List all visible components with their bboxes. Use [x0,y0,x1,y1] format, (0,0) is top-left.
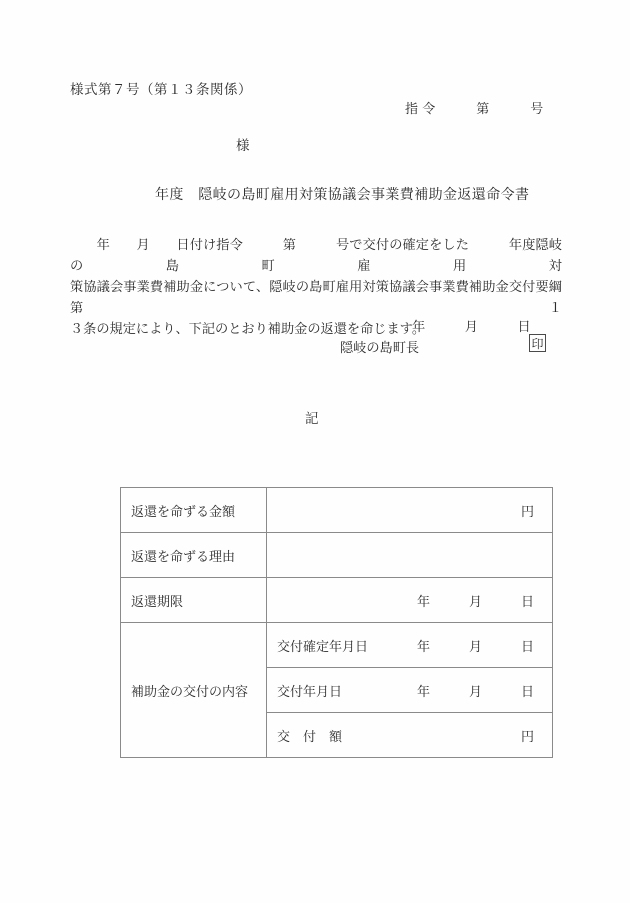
table-row [121,623,553,668]
table-row [121,578,553,623]
subrow-label-grant-decision-date: 交付確定年月日 [277,638,369,654]
row-label-refund-reason: 返還を命ずる理由 [121,533,267,578]
subrow-label-grant-amount: 交 付 額 [277,728,343,744]
row-value-grant-decision-date [267,623,553,668]
cell-unit-yen: 円 [520,728,534,744]
details-table-wrapper [120,487,534,758]
row-value-grant-amount [267,713,553,758]
order-number-line: 指 令 第 号 [405,101,544,116]
ki-marker: 記 [305,411,319,426]
row-label-refund-amount: 返還を命ずる金額 [121,488,267,533]
row-label-subsidy-contents: 補助金の交付の内容 [121,623,267,758]
addressee-honorific: 様 [236,138,250,153]
subrow-label-grant-date: 交付年月日 [277,683,343,699]
table-row [121,488,553,533]
cell-date-placeholder: 年 月 日 [416,638,534,654]
signature-name: 隠岐の島町長 [340,340,420,355]
details-table [120,487,553,758]
row-value-refund-amount [267,488,553,533]
cell-date-placeholder: 年 月 日 [416,683,534,699]
row-label-refund-deadline: 返還期限 [121,578,267,623]
page-title: 年度 隠岐の島町雇用対策協議会事業費補助金返還命令書 [155,188,530,203]
row-value-refund-reason [267,533,553,578]
body-line-3: ３条の規定により、下記のとおり補助金の返還を命じます。 [70,321,426,336]
row-value-grant-date [267,668,553,713]
table-row [121,533,553,578]
row-value-refund-deadline [267,578,553,623]
body-line-1: 年 月 日付け指令 第 号で交付の確定をした 年度隠岐の島町雇用対 [70,237,562,273]
cell-date-placeholder: 年 月 日 [416,593,534,609]
cell-unit-yen: 円 [520,503,534,519]
seal-stamp-box: 印 [529,334,546,352]
form-number: 様式第７号（第１３条関係） [70,82,252,97]
body-line-2: 策協議会事業費補助金について、隠岐の島町雇用対策協議会事業費補助金交付要綱第１ [70,279,562,315]
signature-date: 年 月 日 [412,319,531,334]
